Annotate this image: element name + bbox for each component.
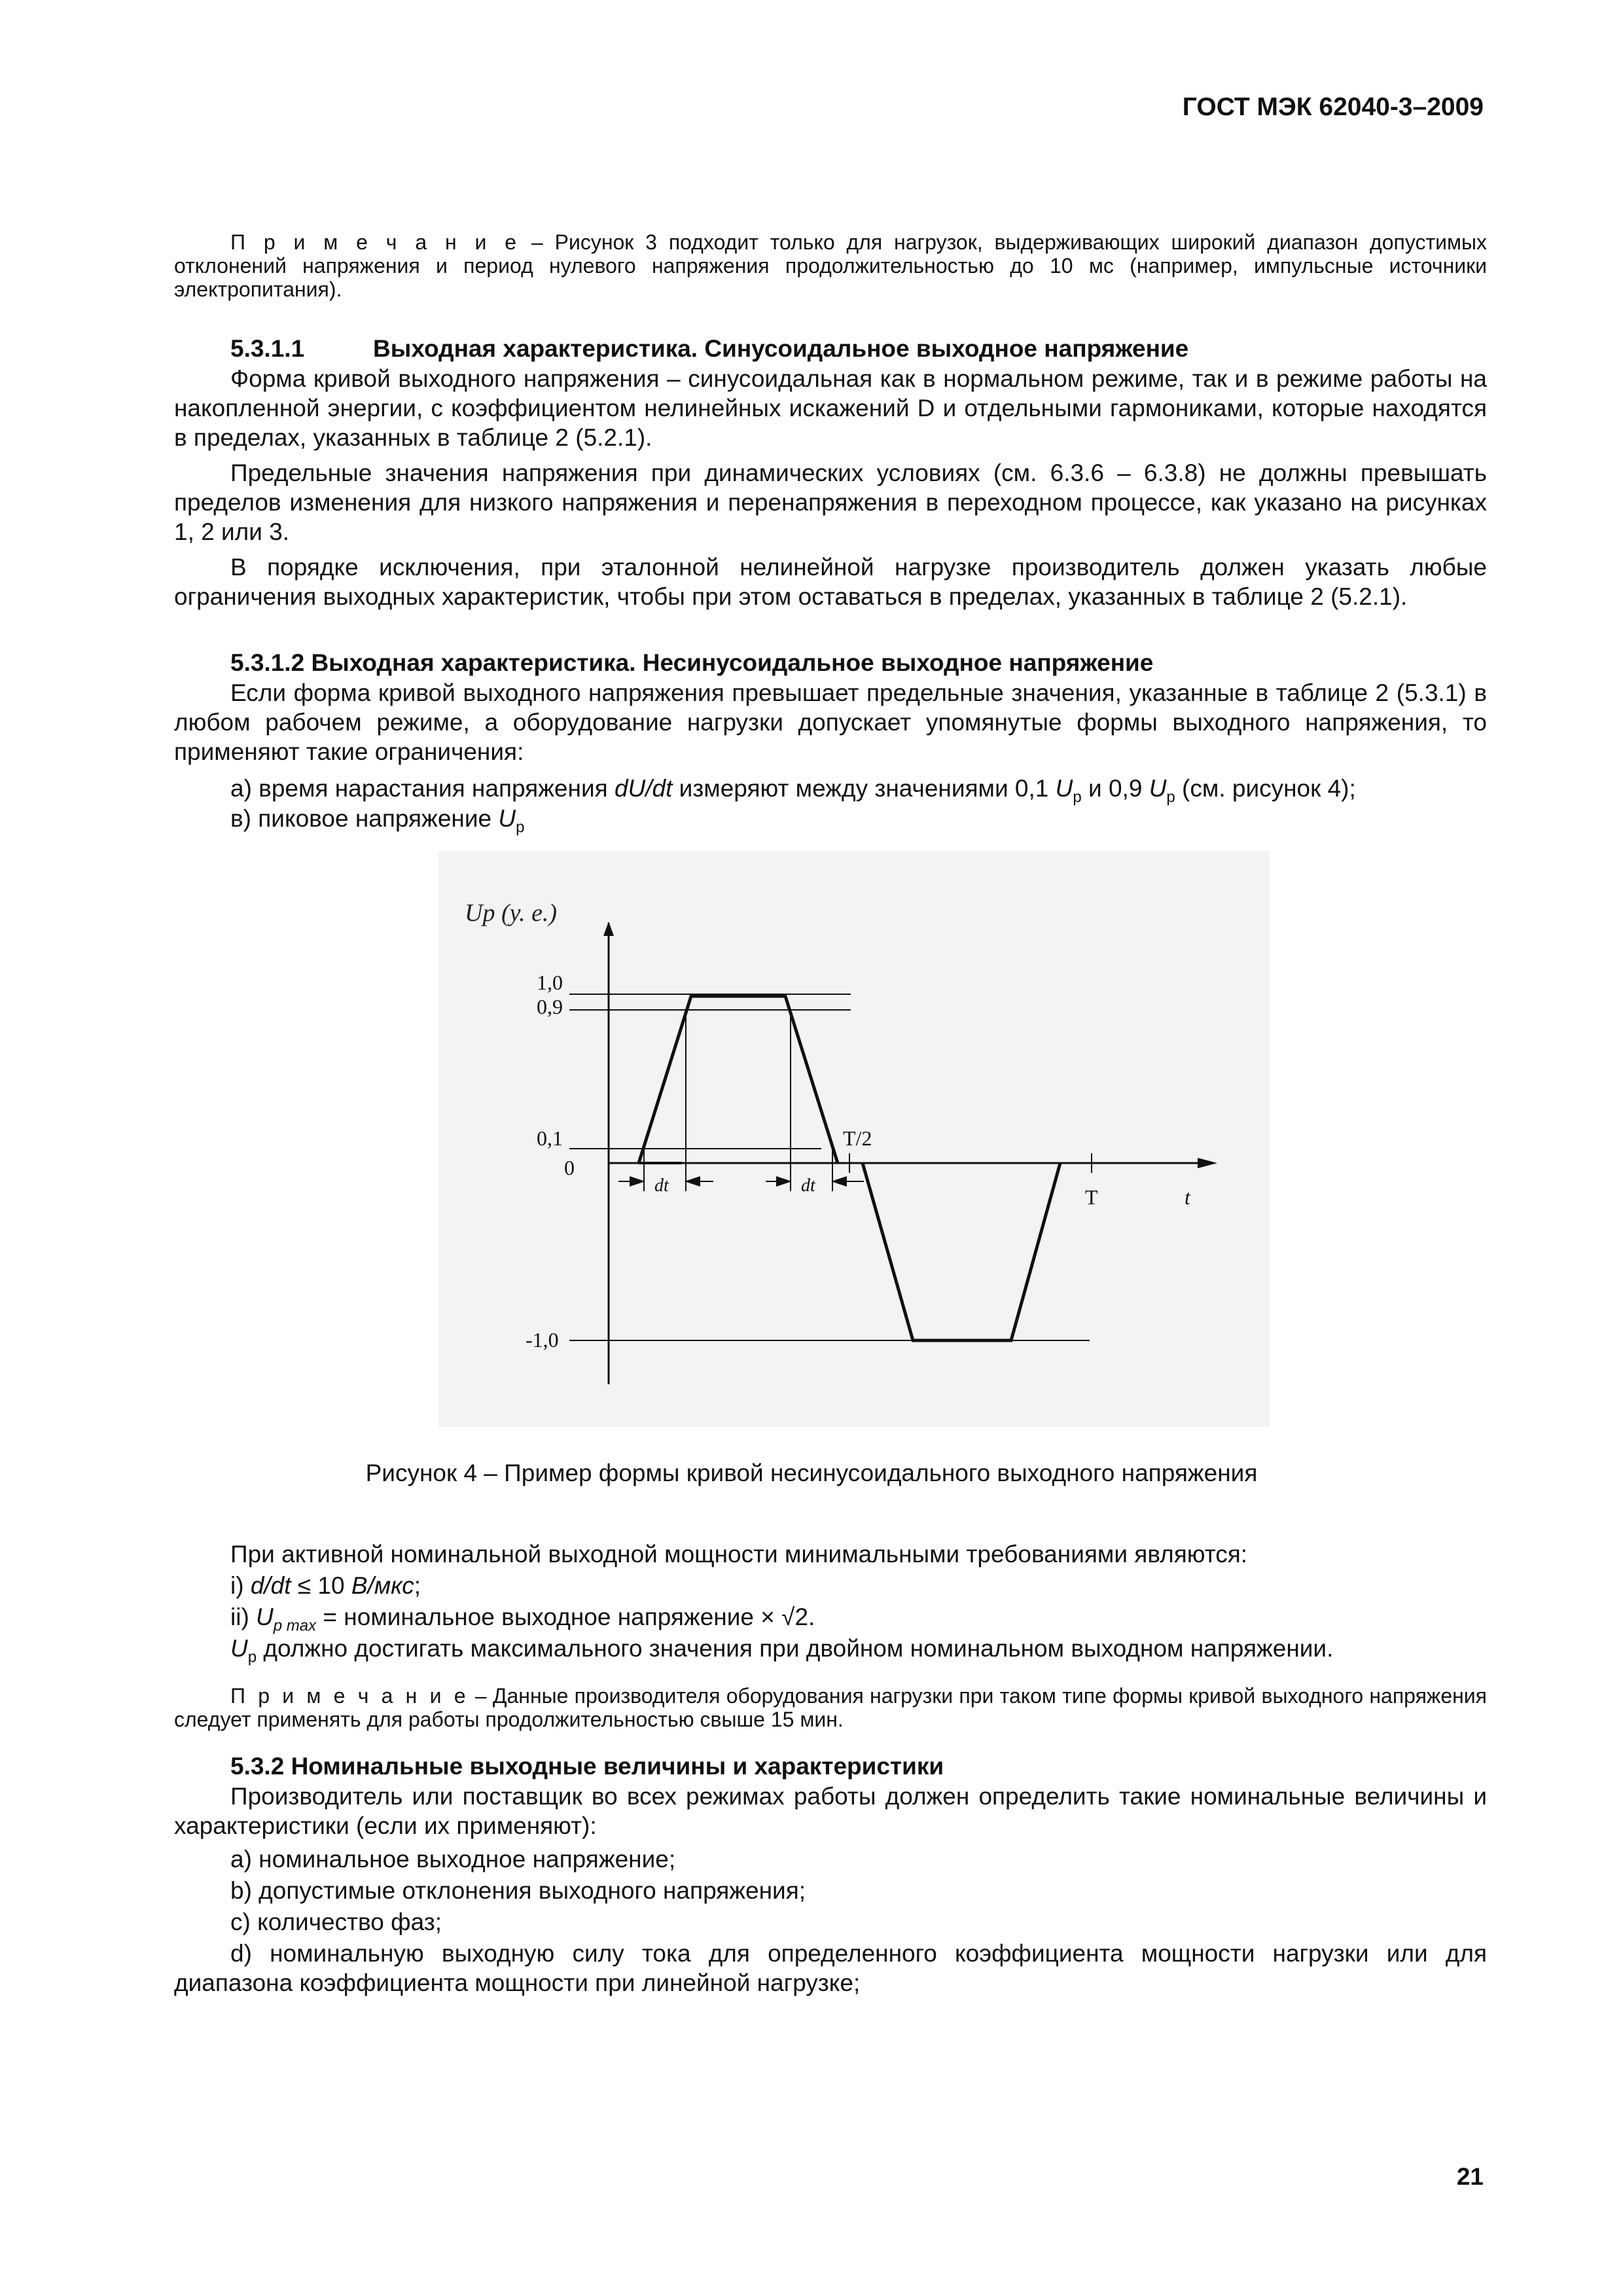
list-item-b: b) допустимые отклонения выходного напряжения;: [230, 1877, 806, 1904]
list-item-a: а) время нарастания напряжения dU/dt измеряют между значениями 0,1 $U_р$ и 0,9 $U_р$ (см. рисунок 4);: [230, 775, 1356, 806]
requirements-intro: При активной номинальной выходной мощности минимальными требованиями являются:: [230, 1541, 1248, 1568]
tick-label: 0,1: [537, 1126, 563, 1150]
section-title: Выходная характеристика. Синусоидальное выходное напряжение: [373, 335, 1189, 362]
note-text: – Рисунок 3 подходит только для нагрузок, выдерживающих широкий диапазон допустимых отклонений напряжения и период нулевого напряжения продолжительностью до 10 мс (например, импульсные источники электропитания).: [174, 230, 1488, 301]
tick-label: 0: [564, 1156, 575, 1179]
requirement-i: i) d/dt ≤ 10 В/мкс;: [230, 1572, 421, 1599]
list-item-b: в) пиковое напряжение $U_р$: [230, 805, 525, 836]
dt-label-left: dt: [654, 1175, 669, 1196]
section-heading-5311: [230, 334, 1188, 363]
section-number: 5.3.1.1: [230, 335, 305, 362]
paragraph: Производитель или поставщик во всех режимах работы должен определить такие номинальные величины и характеристики (если их применяют):: [174, 1783, 1487, 1839]
section-number: 5.3.2: [230, 1753, 285, 1780]
section-heading-5312: [230, 648, 1153, 677]
y-axis-label: Up (у. е.): [465, 899, 558, 927]
list-item-a: а) номинальное выходное напряжение;: [230, 1846, 676, 1873]
voltage-waveform-figure: [438, 851, 1270, 1427]
t-full-label: T: [1085, 1185, 1098, 1209]
list-item-c: с) количество фаз;: [230, 1909, 442, 1935]
requirement-ii: ii) $U_{p max}$ = номинальное выходное напряжение × √2.: [230, 1604, 815, 1635]
paragraph: В порядке исключения, при эталонной нелинейной нагрузке производитель должен указать любые ограничения выходных характеристик, чтобы при этом оставаться в пределах, указанных в таблице 2 (5.2.1).: [174, 554, 1487, 610]
list-item-d: d) номинальную выходную силу тока для определенного коэффициента мощности нагрузки или для диапазона коэффициента мощности при линейной нагрузке;: [174, 1940, 1487, 1996]
tick-label: 0,9: [537, 995, 563, 1018]
requirement-up: $U_р$ должно достигать максимального значения при двойном номинальном выходном напряжении.: [230, 1635, 1334, 1666]
figure-caption: Рисунок 4 – Пример формы кривой несинусоидального выходного напряжения: [365, 1460, 1258, 1486]
section-title: Выходная характеристика. Несинусоидальное выходное напряжение: [311, 649, 1154, 676]
document-id: ГОСТ МЭК 62040-3–2009: [1182, 93, 1484, 121]
section-number: 5.3.1.2: [230, 649, 305, 676]
note-label: П р и м е ч а н и е: [230, 1684, 469, 1708]
note-2: [174, 1684, 1487, 1731]
note-label: П р и м е ч а н и е: [230, 230, 520, 254]
t-axis-label: t: [1185, 1185, 1190, 1209]
note-1: [174, 230, 1487, 301]
t-half-label: T/2: [843, 1126, 872, 1150]
note-text: – Данные производителя оборудования нагрузки при таком типе формы кривой выходного напряжения следует применять для работы продолжительностью свыше 15 мин.: [174, 1684, 1488, 1731]
paragraph: Форма кривой выходного напряжения – синусоидальная как в нормальном режиме, так и в режиме работы на накопленной энергии, с коэффициентом нелинейных искажений D и отдельными гармониками, которые находятся в пределах, указанных в таблице 2 (5.2.1).: [174, 365, 1487, 451]
paragraph: Если форма кривой выходного напряжения превышает предельные значения, указанные в таблице 2 (5.3.1) в любом рабочем режиме, а оборудование нагрузки допускает упомянутые формы выходного напряжения, то применяют такие ограничения:: [174, 679, 1487, 765]
paragraph: Предельные значения напряжения при динамических условиях (см. 6.3.6 – 6.3.8) не должны превышать пределов изменения для низкого напряжения и перенапряжения в переходном процессе, как указано на рисунках 1, 2 или 3.: [174, 459, 1487, 545]
tick-label: -1,0: [526, 1328, 559, 1352]
dt-label-right: dt: [801, 1175, 815, 1196]
section-heading-532: [230, 1751, 944, 1781]
page-number: 21: [1456, 2163, 1484, 2190]
tick-label: 1,0: [537, 971, 563, 994]
section-title: Номинальные выходные величины и характеристики: [291, 1753, 944, 1780]
